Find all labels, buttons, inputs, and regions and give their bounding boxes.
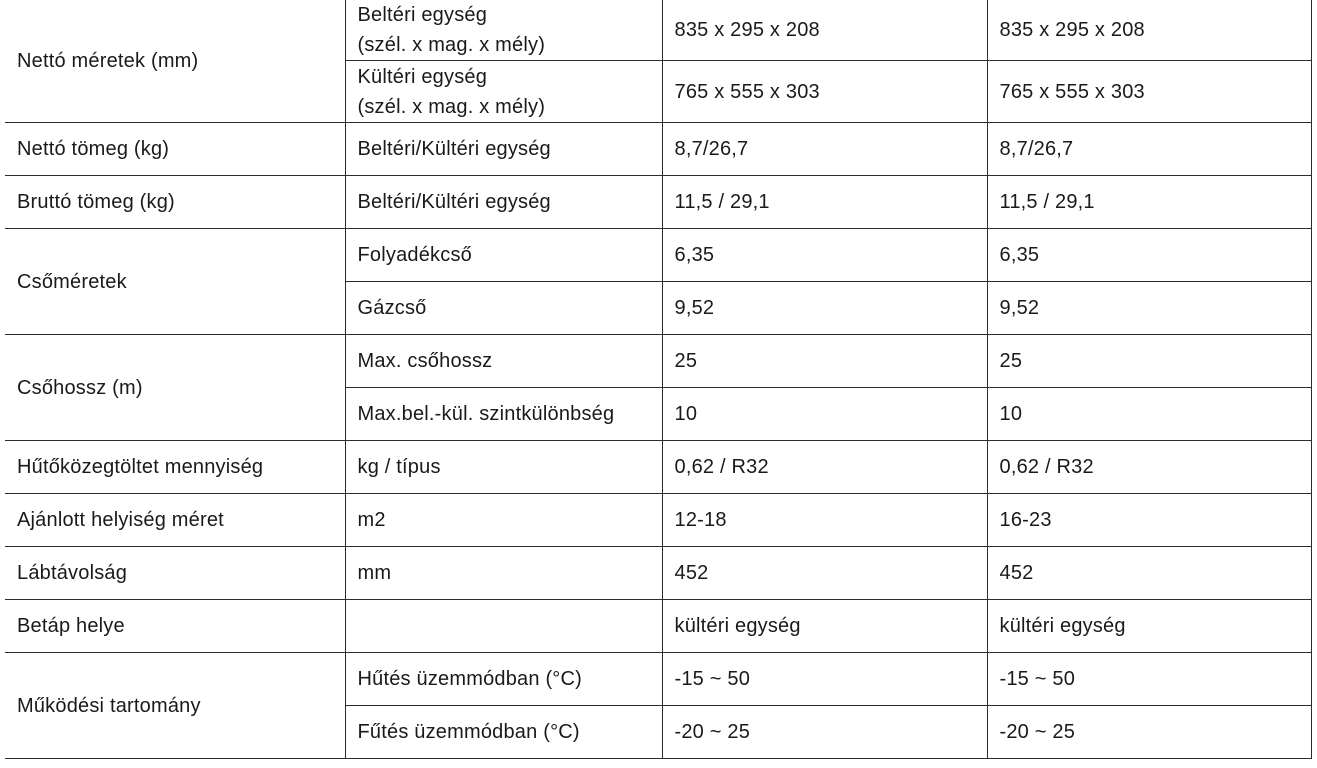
sub-label: Gázcső [345, 282, 662, 335]
value-cell: 11,5 / 29,1 [987, 176, 1311, 229]
table-row [5, 229, 1311, 282]
value-cell: 6,35 [662, 229, 987, 282]
value-cell: 452 [662, 547, 987, 600]
row-label: Lábtávolság [5, 547, 345, 600]
sub-label: Fűtés üzemmódban (°C) [345, 706, 662, 759]
value-cell: kültéri egység [662, 600, 987, 653]
sub-label-line: Kültéri egység [357, 65, 488, 88]
value-cell: -15 ~ 50 [987, 653, 1311, 706]
sub-label [345, 61, 662, 123]
value-cell: 8,7/26,7 [987, 123, 1311, 176]
table-row [5, 123, 1311, 176]
sub-label: Max. csőhossz [345, 335, 662, 388]
sub-label: Beltéri/Kültéri egység [345, 123, 662, 176]
row-label: Betáp helye [5, 600, 345, 653]
value-cell: 0,62 / R32 [662, 441, 987, 494]
sub-label: Folyadékcső [345, 229, 662, 282]
table-row [5, 441, 1311, 494]
value-cell: 25 [662, 335, 987, 388]
table-row [5, 600, 1311, 653]
value-cell: 16-23 [987, 494, 1311, 547]
sub-label-line: (szél. x mag. x mély) [357, 95, 546, 118]
value-cell: 9,52 [987, 282, 1311, 335]
value-cell: 6,35 [987, 229, 1311, 282]
sub-label: Max.bel.-kül. szintkülönbség [345, 388, 662, 441]
row-label: Hűtőközegtöltet mennyiség [5, 441, 345, 494]
table-row [5, 176, 1311, 229]
table-row [5, 653, 1311, 706]
value-cell: -15 ~ 50 [662, 653, 987, 706]
value-cell: kültéri egység [987, 600, 1311, 653]
spec-table [5, 0, 1312, 759]
row-label: Nettó tömeg (kg) [5, 123, 345, 176]
value-cell: 10 [662, 388, 987, 441]
table-row [5, 0, 1311, 61]
row-label: Csőhossz (m) [5, 335, 345, 441]
row-label: Nettó méretek (mm) [5, 0, 345, 123]
value-cell: -20 ~ 25 [987, 706, 1311, 759]
sub-label: Beltéri/Kültéri egység [345, 176, 662, 229]
value-cell: 9,52 [662, 282, 987, 335]
value-cell: 765 x 555 x 303 [662, 61, 987, 123]
table-row [5, 494, 1311, 547]
value-cell: 8,7/26,7 [662, 123, 987, 176]
table-row [5, 335, 1311, 388]
value-cell: 25 [987, 335, 1311, 388]
sub-label: m2 [345, 494, 662, 547]
value-cell: 835 x 295 x 208 [987, 0, 1311, 61]
sub-label: mm [345, 547, 662, 600]
value-cell: 10 [987, 388, 1311, 441]
sub-label: Hűtés üzemmódban (°C) [345, 653, 662, 706]
row-label: Bruttó tömeg (kg) [5, 176, 345, 229]
value-cell: 12-18 [662, 494, 987, 547]
sub-label [345, 600, 662, 653]
value-cell: 835 x 295 x 208 [662, 0, 987, 61]
sub-label-line: Beltéri egység [357, 3, 488, 26]
row-label: Működési tartomány [5, 653, 345, 759]
value-cell: 11,5 / 29,1 [662, 176, 987, 229]
sub-label [345, 0, 662, 61]
sub-label-line: (szél. x mag. x mély) [357, 33, 546, 56]
row-label: Ajánlott helyiség méret [5, 494, 345, 547]
table-row [5, 547, 1311, 600]
value-cell: 765 x 555 x 303 [987, 61, 1311, 123]
value-cell: 0,62 / R32 [987, 441, 1311, 494]
value-cell: -20 ~ 25 [662, 706, 987, 759]
value-cell: 452 [987, 547, 1311, 600]
sub-label: kg / típus [345, 441, 662, 494]
row-label: Csőméretek [5, 229, 345, 335]
